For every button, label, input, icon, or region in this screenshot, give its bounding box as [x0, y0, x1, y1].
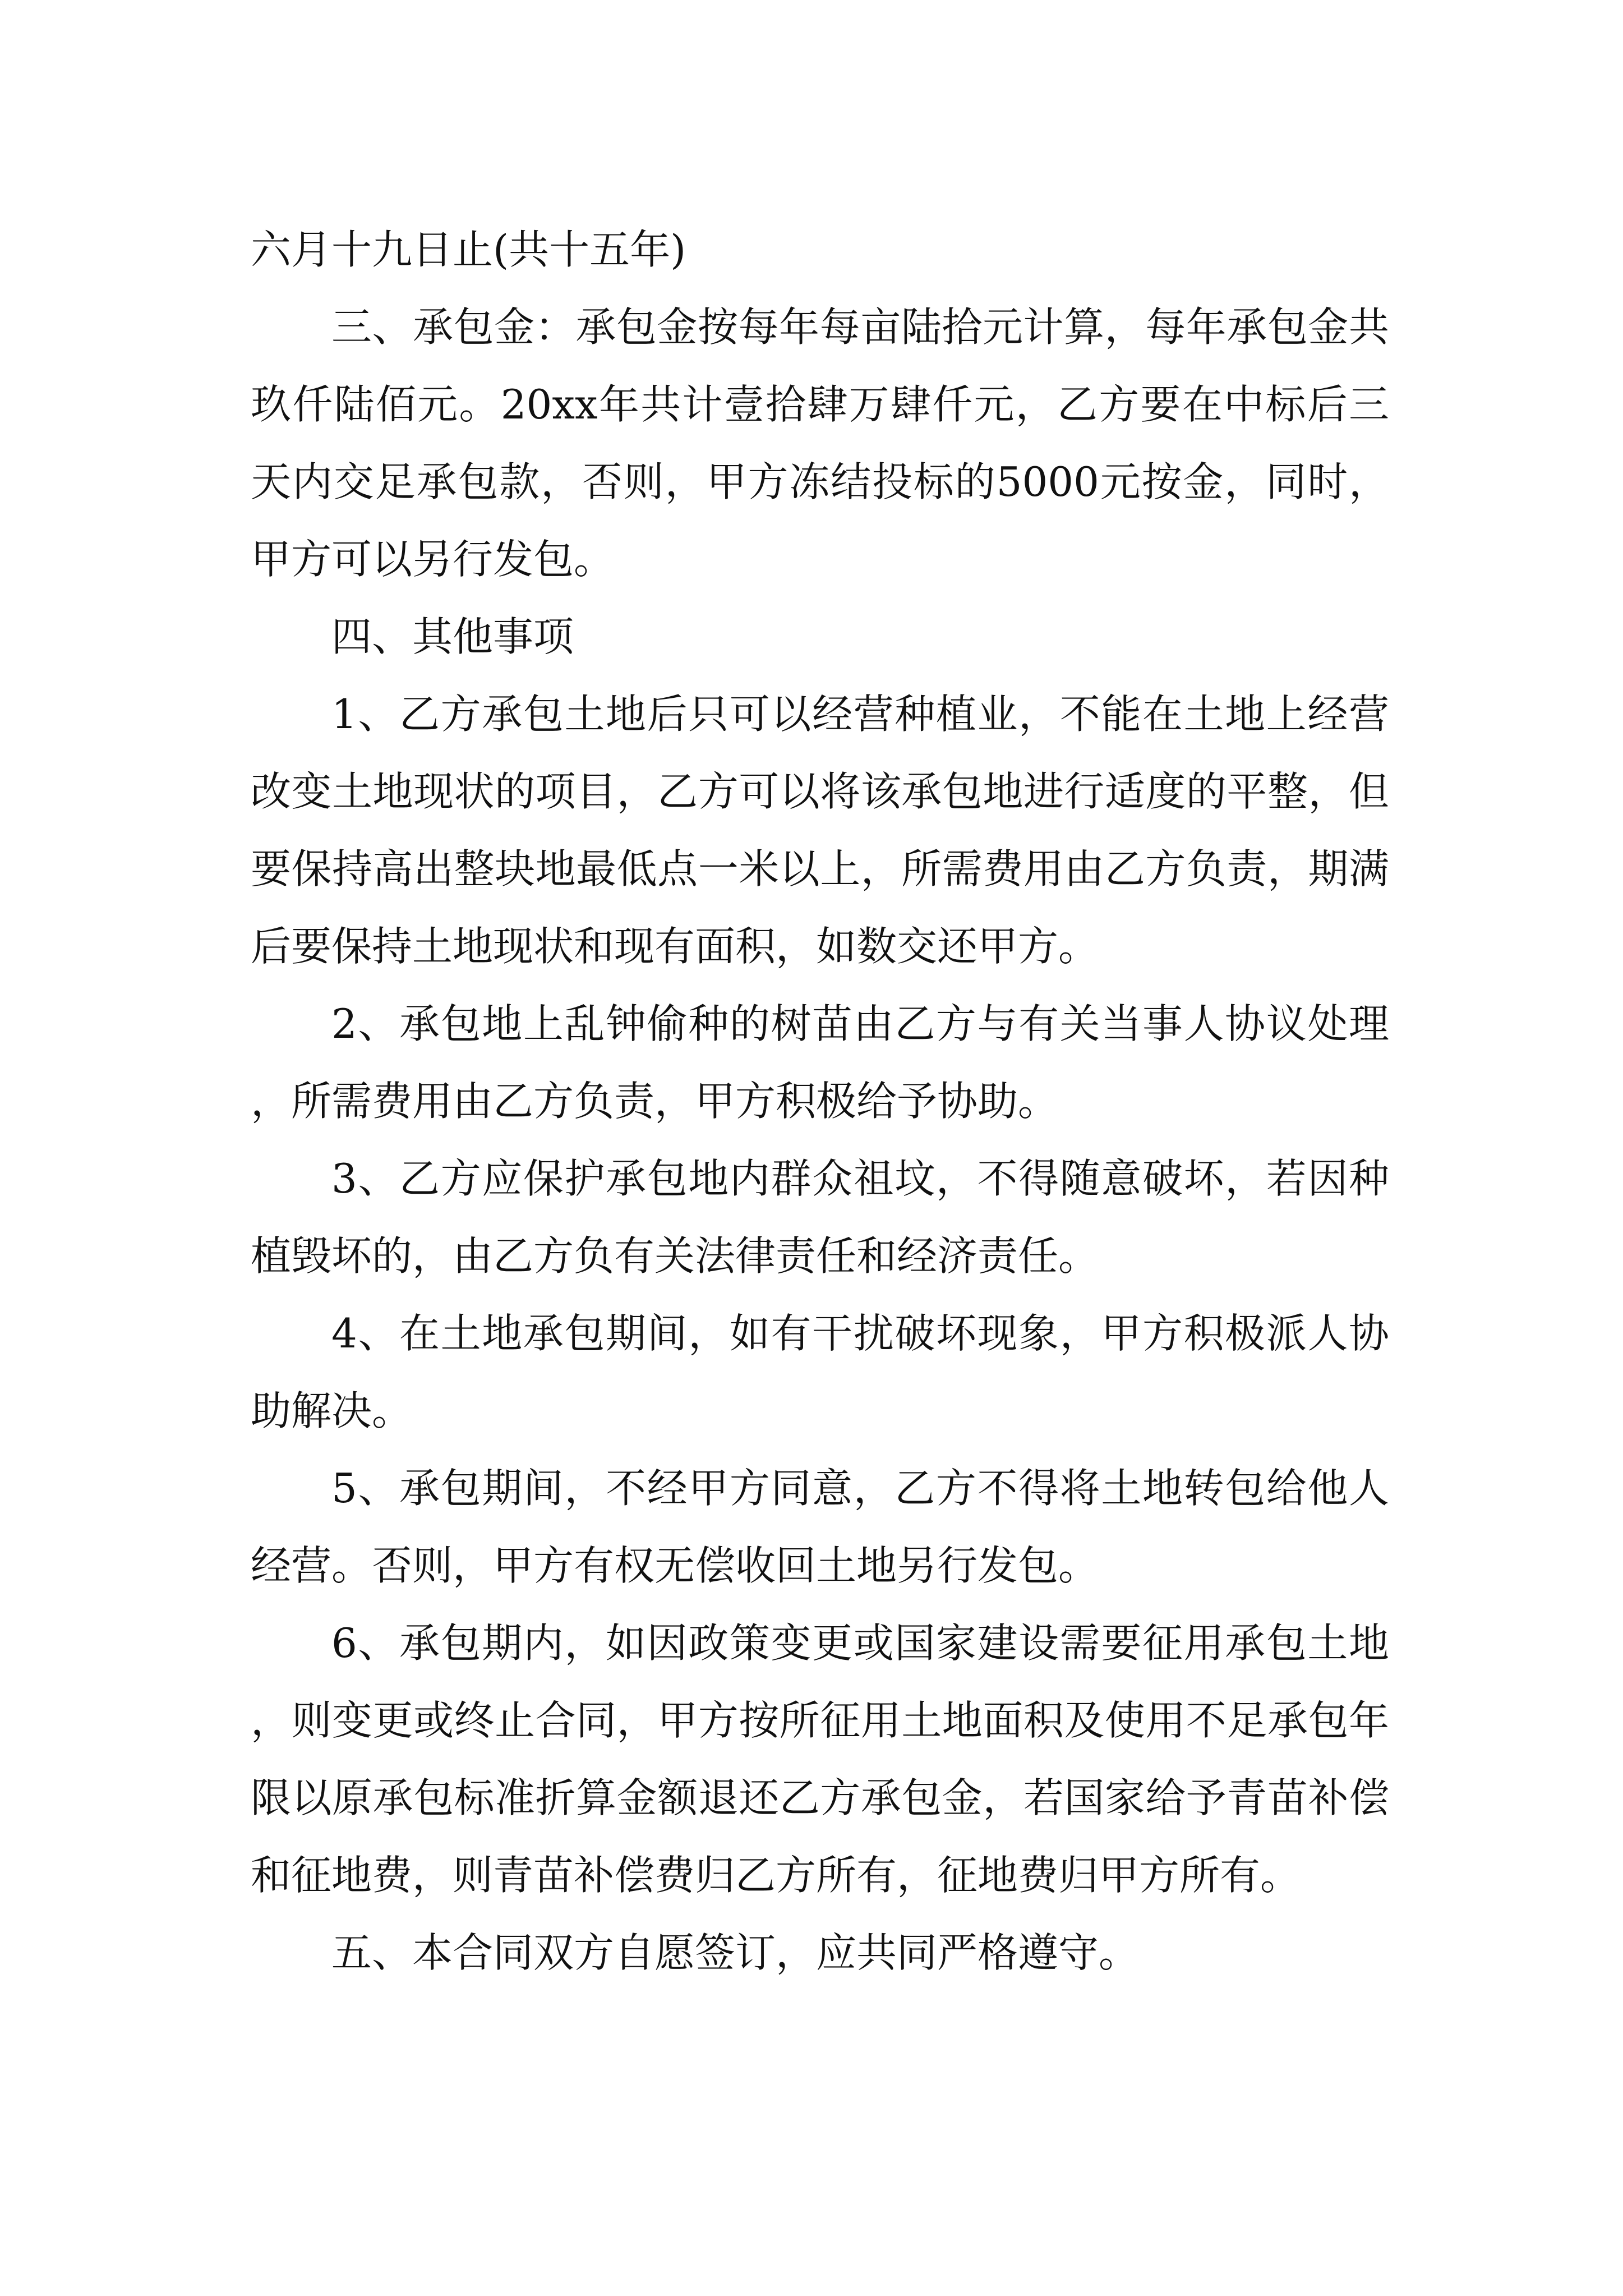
paragraph-item-4: 4、在土地承包期间，如有干扰破坏现象，甲方积极派人协助解决。	[251, 1310, 1389, 1434]
document-page	[251, 211, 1389, 1991]
paragraph-section-5: 五、本合同双方自愿签订，应共同严格遵守。	[331, 1929, 1140, 1976]
paragraph-term-end: 六月十九日止(共十五年)	[251, 226, 686, 273]
paragraph-item-2: 2、承包地上乱钟偷种的树苗由乙方与有关当事人协议处理，所需费用由乙方负责，甲方积极给予协助。	[251, 1000, 1389, 1125]
paragraph-item-6: 6、承包期内，如因政策变更或国家建设需要征用承包土地，则变更或终止合同，甲方按所征用土地面积及使用不足承包年限以原承包标准折算金额退还乙方承包金，若国家给予青苗补偿和征地费，则青苗补偿费归乙方所有，征地费归甲方所有。	[251, 1619, 1389, 1899]
paragraph-section-3-contract-fee: 三、承包金：承包金按每年每亩陆拾元计算，每年承包金共玖仟陆佰元。20xx年共计壹拾肆万肆仟元，乙方要在中标后三天内交足承包款，否则，甲方冻结投标的5000元按金，同时，甲方可以另行发包。	[251, 303, 1389, 583]
paragraph-item-5: 5、承包期间，不经甲方同意，乙方不得将土地转包给他人经营。否则，甲方有权无偿收回土地另行发包。	[251, 1465, 1389, 1589]
paragraph-item-3: 3、乙方应保护承包地内群众祖坟，不得随意破坏，若因种植毁坏的，由乙方负有关法律责任和经济责任。	[251, 1155, 1389, 1280]
paragraph-section-4-heading: 四、其他事项	[331, 613, 574, 660]
paragraph-item-1: 1、乙方承包土地后只可以经营种植业，不能在土地上经营改变土地现状的项目，乙方可以将该承包地进行适度的平整，但要保持高出整块地最低点一米以上，所需费用由乙方负责，期满后要保持土地现状和现有面积，如数交还甲方。	[251, 691, 1389, 970]
